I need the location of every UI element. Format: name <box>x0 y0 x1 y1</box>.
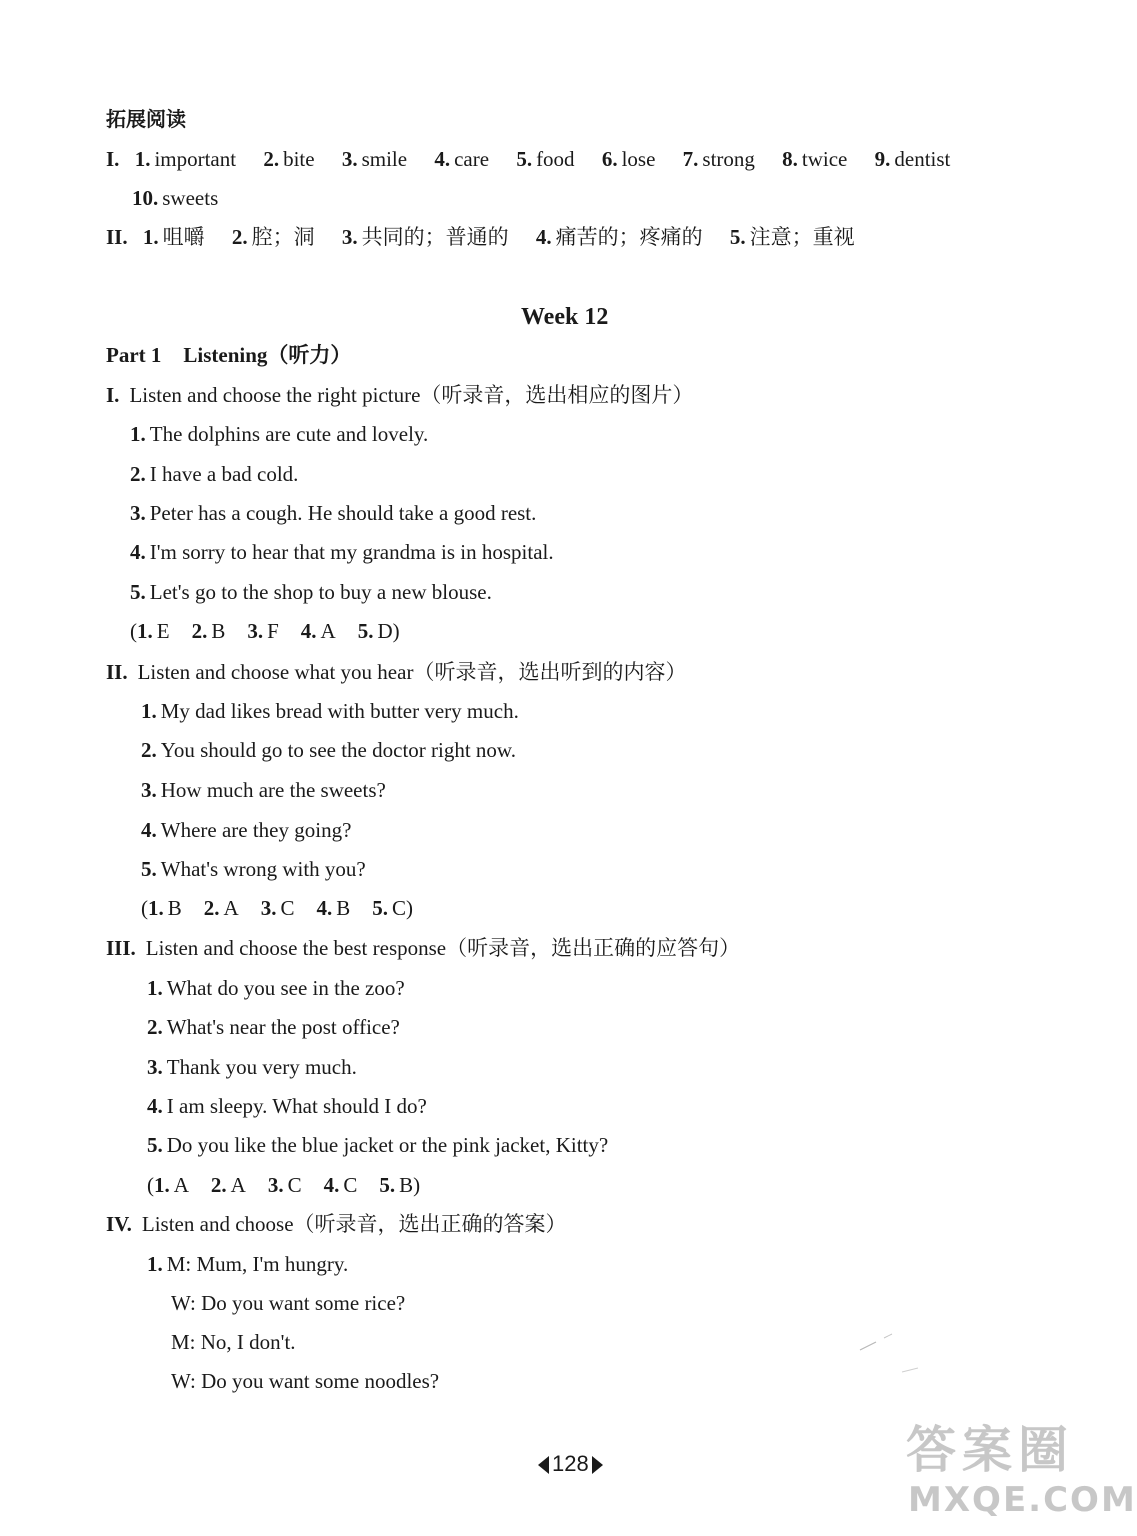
answer-item: 5. food <box>516 147 575 171</box>
transcript-line: 1. The dolphins are cute and lovely. <box>130 422 429 446</box>
answer-item: 4. 痛苦的；疼痛的 <box>535 225 703 249</box>
right-arrow-icon <box>592 1456 603 1474</box>
transcript-line: 1. What do you see in the zoo? <box>147 976 405 1000</box>
section-title: III. Listen and choose the best response（听录音，选出正确的应答句） <box>106 936 741 960</box>
answer-item: 3. smile <box>341 147 408 171</box>
section-title: II. Listen and choose what you hear（听录音，选出听到的内容） <box>106 660 687 684</box>
transcript-line: 4. Where are they going? <box>141 818 352 842</box>
transcript-line: 4. I am sleepy. What should I do? <box>147 1094 427 1118</box>
answer-item: 3. 共同的；普通的 <box>341 225 509 249</box>
page-number: 128 <box>538 1450 603 1478</box>
part-label: I. <box>106 147 120 171</box>
part-heading <box>106 342 351 368</box>
answer-item: 9. dentist <box>874 147 951 171</box>
part-title: Listening（听力） <box>183 343 352 367</box>
extended-reading-heading: 拓展阅读 <box>106 107 186 131</box>
pencil-mark <box>858 1330 928 1380</box>
answer-item: 1. important <box>134 147 237 171</box>
section-title: IV. Listen and choose（听录音，选出正确的答案） <box>106 1212 567 1236</box>
dialogue-line: W: Do you want some rice? <box>171 1291 406 1315</box>
transcript-line: 2. I have a bad cold. <box>130 462 299 486</box>
transcript-line: 5. What's wrong with you? <box>141 857 366 881</box>
part-label: II. <box>106 225 128 249</box>
section-title: I. Listen and choose the right picture（听录音，选出相应的图片） <box>106 383 694 407</box>
dialogue-line: 1. M: Mum, I'm hungry. <box>147 1252 349 1276</box>
answer-item: 10. sweets <box>132 186 219 210</box>
transcript-line: 2. What's near the post office? <box>147 1015 400 1039</box>
answer-item: 8. twice <box>782 147 848 171</box>
watermark-logo: 答案圈 MXQE.COM <box>906 1421 1137 1520</box>
answer-item: 6. lose <box>601 147 656 171</box>
answer-item: 2. bite <box>263 147 315 171</box>
extended-reading-part1-line2 <box>132 185 218 211</box>
answer-item: 7. strong <box>682 147 755 171</box>
transcript-line: 3. Thank you very much. <box>147 1055 357 1079</box>
transcript-line: 4. I'm sorry to hear that my grandma is in hospital. <box>130 540 554 564</box>
extended-reading-part1-line1 <box>106 146 950 172</box>
answer-key: (1. B 2. A 3. C 4. B 5. C) <box>141 896 413 920</box>
answer-item: 4. care <box>434 147 490 171</box>
transcript-line: 2. You should go to see the doctor right now. <box>141 738 516 762</box>
answer-item: 1. 咀嚼 <box>142 225 205 249</box>
transcript-line: 1. My dad likes bread with butter very much. <box>141 699 519 723</box>
transcript-line: 5. Let's go to the shop to buy a new blouse. <box>130 580 492 604</box>
answer-item: 5. 注意；重视 <box>729 225 855 249</box>
answer-key: (1. E 2. B 3. F 4. A 5. D) <box>130 619 400 643</box>
extended-reading-part2 <box>106 224 855 250</box>
transcript-line: 3. Peter has a cough. He should take a good rest. <box>130 501 537 525</box>
dialogue-line: M: No, I don't. <box>171 1330 296 1354</box>
transcript-line: 5. Do you like the blue jacket or the pink jacket, Kitty? <box>147 1133 609 1157</box>
part-label: Part 1 <box>106 343 162 367</box>
week-title: Week 12 <box>521 304 609 330</box>
answer-item: 2. 腔；洞 <box>231 225 315 249</box>
dialogue-line: W: Do you want some noodles? <box>171 1369 440 1393</box>
answer-key: (1. A 2. A 3. C 4. C 5. B) <box>147 1173 421 1197</box>
left-arrow-icon <box>538 1456 549 1474</box>
transcript-line: 3. How much are the sweets? <box>141 778 386 802</box>
